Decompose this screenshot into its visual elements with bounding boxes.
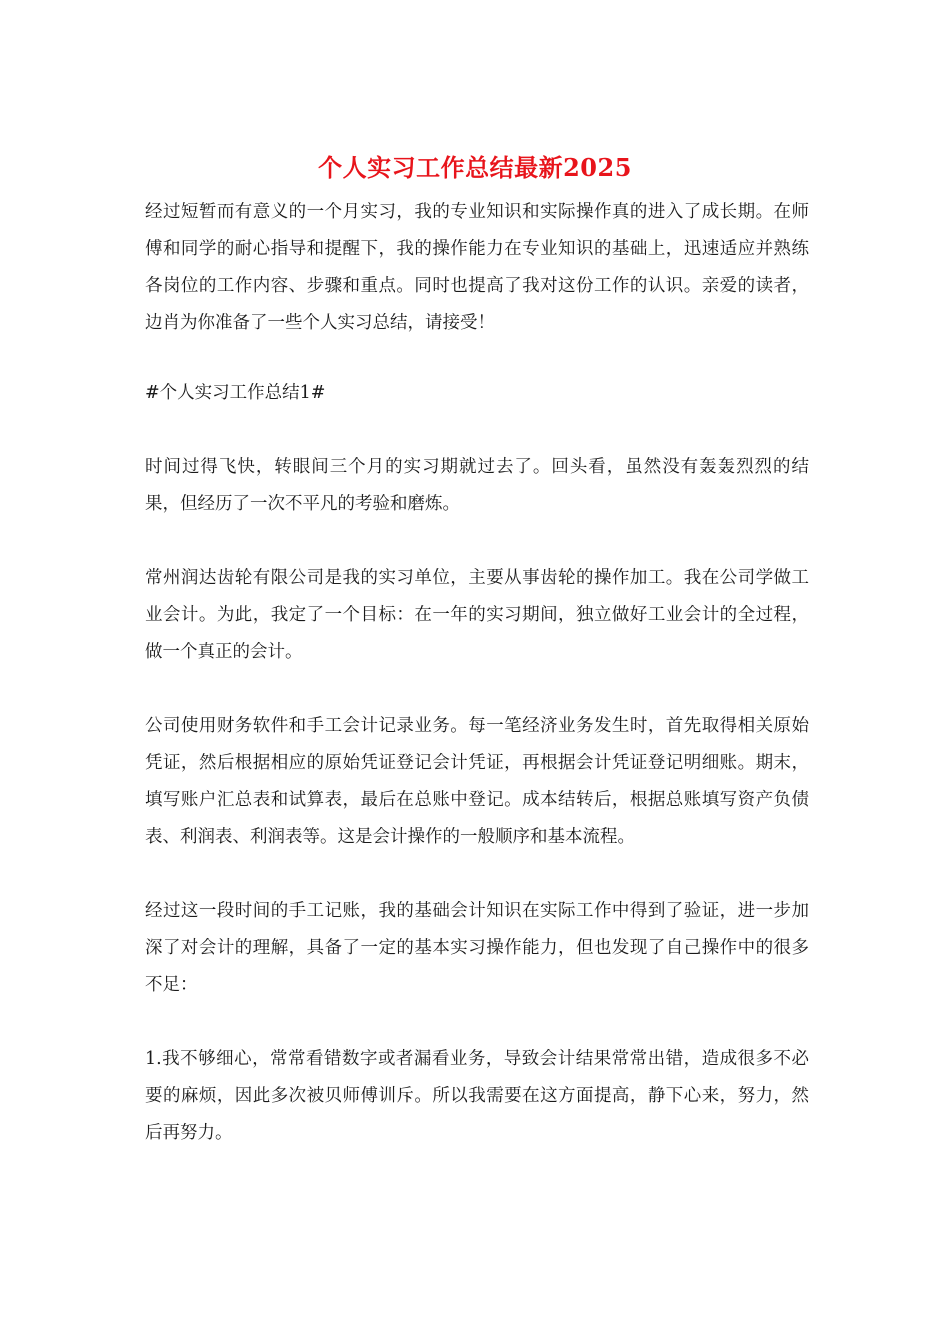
document-title: 个人实习工作总结最新2025 <box>318 153 632 182</box>
body-paragraph-3: 公司使用财务软件和手工会计记录业务。每一笔经济业务发生时，首先取得相关原始凭证，然后根据相应的原始凭证登记会计凭证，再根据会计凭证登记明细账。期末，填写账户汇总表和试算表，最后在总账中登记。成本结转后，根据总账填写资产负债表、利润表、利润表等。这是会计操作的一般顺序和基本流程。 <box>145 716 809 847</box>
body-paragraph-5: 1.我不够细心，常常看错数字或者漏看业务，导致会计结果常常出错，造成很多不必要的麻烦，因此多次被贝师傅训斥。所以我需要在这方面提高，静下心来，努力，然后再努力。 <box>145 1049 809 1143</box>
body-paragraph-1: 时间过得飞快，转眼间三个月的实习期就过去了。回头看，虽然没有轰轰烈烈的结果，但经历了一次不平凡的考验和磨炼。 <box>145 457 809 514</box>
intro-paragraph: 经过短暂而有意义的一个月实习，我的专业知识和实际操作真的进入了成长期。在师傅和同学的耐心指导和提醒下，我的操作能力在专业知识的基础上，迅速适应并熟练各岗位的工作内容、步骤和重点。同时也提高了我对这份工作的认识。亲爱的读者，边肖为你准备了一些个人实习总结，请接受！ <box>145 202 809 333</box>
body-paragraph-4: 经过这一段时间的手工记账，我的基础会计知识在实际工作中得到了验证，进一步加深了对会计的理解，具备了一定的基本实习操作能力，但也发现了自己操作中的很多不足： <box>145 901 809 995</box>
body-paragraph-2: 常州润达齿轮有限公司是我的实习单位，主要从事齿轮的操作加工。我在公司学做工业会计。为此，我定了一个目标：在一年的实习期间，独立做好工业会计的全过程，做一个真正的会计。 <box>145 568 809 662</box>
section-heading: #个人实习工作总结1# <box>145 383 326 403</box>
document-body <box>145 194 809 1189</box>
